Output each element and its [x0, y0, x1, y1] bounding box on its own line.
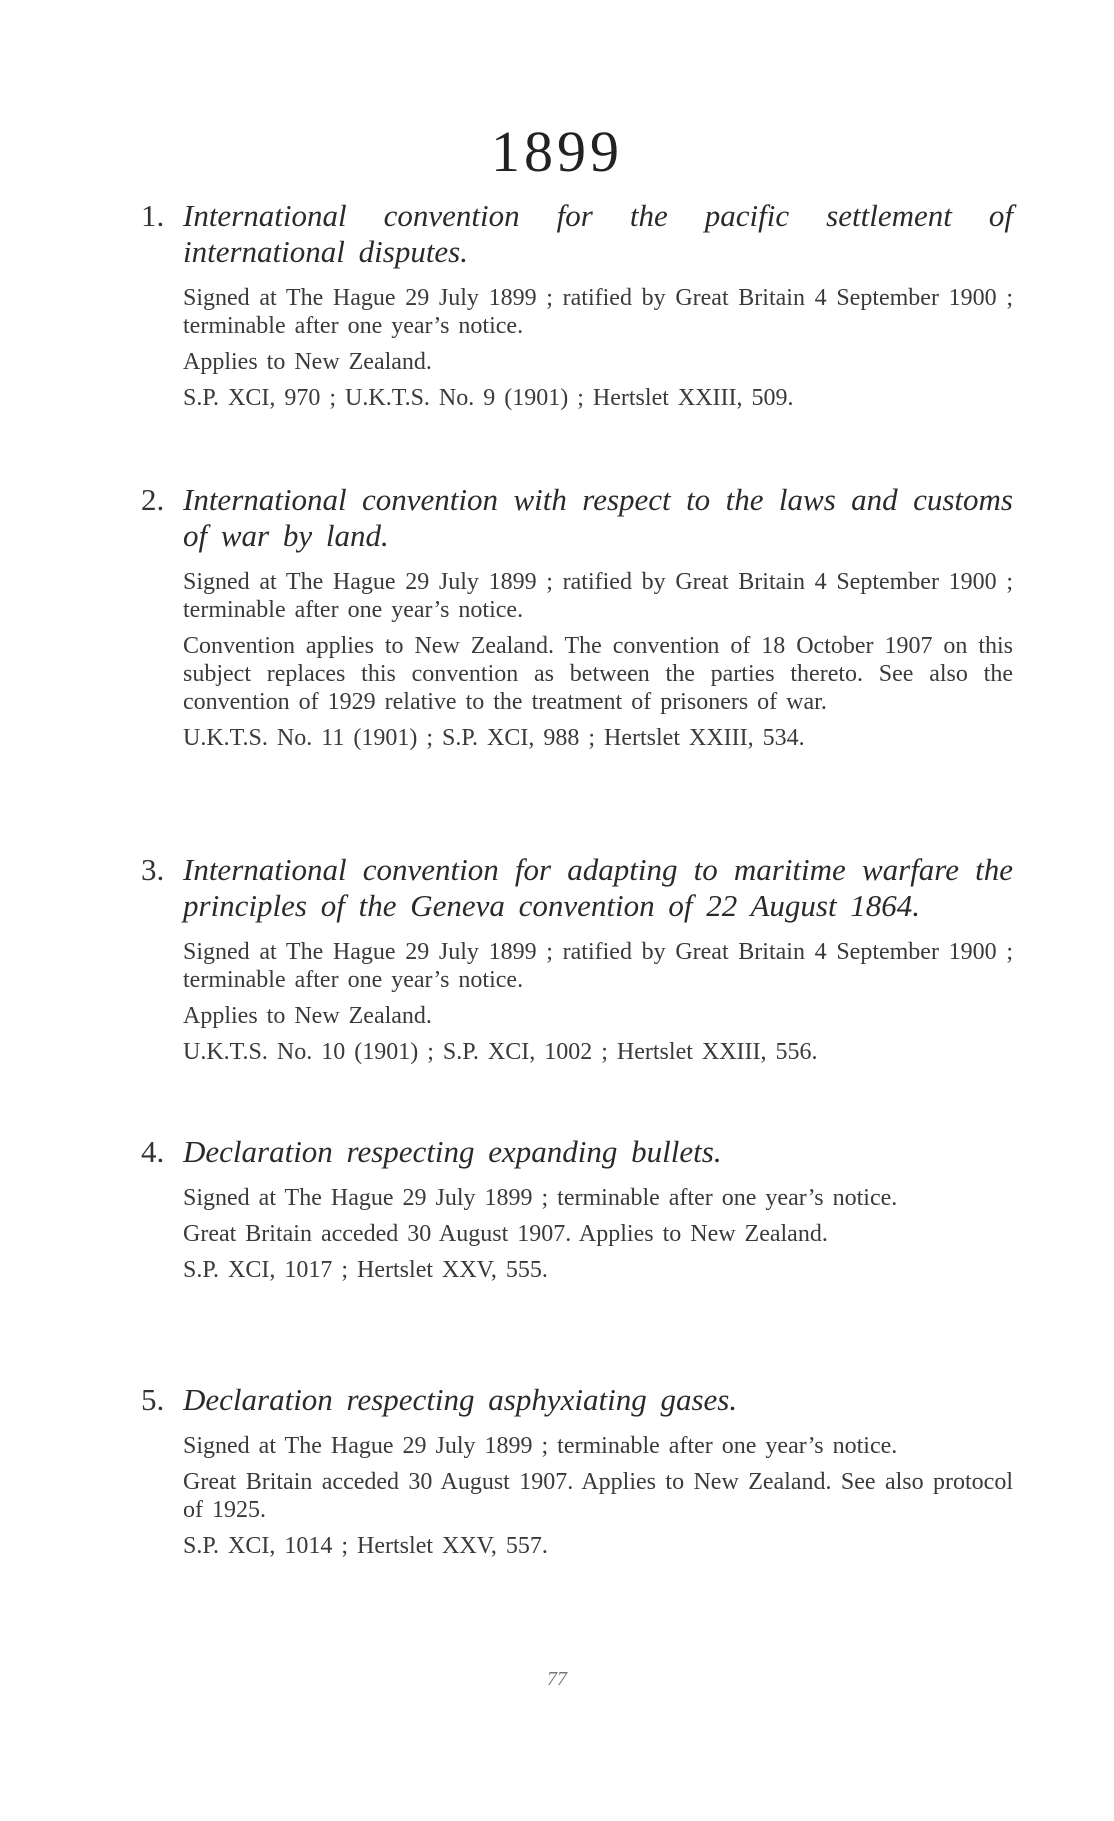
entry-number: 2.: [141, 482, 165, 517]
entry-paragraph: Great Britain acceded 30 August 1907. Applies to New Zealand.: [183, 1221, 828, 1247]
entry-title: Declaration respecting asphyxiating gases.: [183, 1382, 738, 1417]
entry-reference: S.P. XCI, 1017 ; Hertslet XXV, 555.: [183, 1257, 548, 1283]
treaty-entry-2: [143, 482, 1013, 752]
entry-reference: S.P. XCI, 970 ; U.K.T.S. No. 9 (1901) ; Hertslet XXIII, 509.: [183, 385, 794, 411]
entry-paragraph: Signed at The Hague 29 July 1899 ; ratified by Great Britain 4 September 1900 ; terminable after one year’s notice.: [183, 939, 1013, 993]
page-heading-year: 1899: [491, 119, 623, 184]
entry-number: 5.: [141, 1382, 165, 1417]
entry-title: International convention for the pacific settlement of international disputes.: [183, 198, 1013, 269]
entry-paragraph: Signed at The Hague 29 July 1899 ; terminable after one year’s notice.: [183, 1185, 898, 1211]
entry-paragraph: Applies to New Zealand.: [183, 349, 432, 375]
entry-title: International convention for adapting to maritime warfare the principles of the Geneva convention of 22 August 1864.: [183, 852, 1013, 923]
entry-reference: U.K.T.S. No. 10 (1901) ; S.P. XCI, 1002 ; Hertslet XXIII, 556.: [183, 1039, 818, 1065]
entry-paragraph: Signed at The Hague 29 July 1899 ; ratified by Great Britain 4 September 1900 ; terminable after one year’s notice.: [183, 569, 1013, 623]
entry-paragraph: Great Britain acceded 30 August 1907. Applies to New Zealand. See also protocol of 1925.: [183, 1469, 1013, 1523]
entry-title: International convention with respect to the laws and customs of war by land.: [183, 482, 1013, 553]
entry-number: 1.: [141, 198, 165, 233]
treaty-entry-5: [143, 1382, 1013, 1560]
entry-number: 4.: [141, 1134, 165, 1169]
entry-reference: S.P. XCI, 1014 ; Hertslet XXV, 557.: [183, 1533, 548, 1559]
entry-paragraph: Convention applies to New Zealand. The convention of 18 October 1907 on this subject replaces this convention as between the parties thereto. See also the convention of 1929 relative to the treatment of prisoners of war.: [183, 633, 1013, 715]
page-number: 77: [547, 1668, 567, 1690]
treaty-entry-1: [143, 198, 1013, 412]
entry-reference: U.K.T.S. No. 11 (1901) ; S.P. XCI, 988 ; Hertslet XXIII, 534.: [183, 725, 805, 751]
entry-paragraph: Applies to New Zealand.: [183, 1003, 432, 1029]
entry-title: Declaration respecting expanding bullets.: [183, 1134, 722, 1169]
entry-number: 3.: [141, 852, 165, 887]
entry-paragraph: Signed at The Hague 29 July 1899 ; terminable after one year’s notice.: [183, 1433, 898, 1459]
treaty-entry-3: [143, 852, 1013, 1066]
entry-paragraph: Signed at The Hague 29 July 1899 ; ratified by Great Britain 4 September 1900 ; terminable after one year’s notice.: [183, 285, 1013, 339]
treaty-entry-4: [143, 1134, 1013, 1284]
